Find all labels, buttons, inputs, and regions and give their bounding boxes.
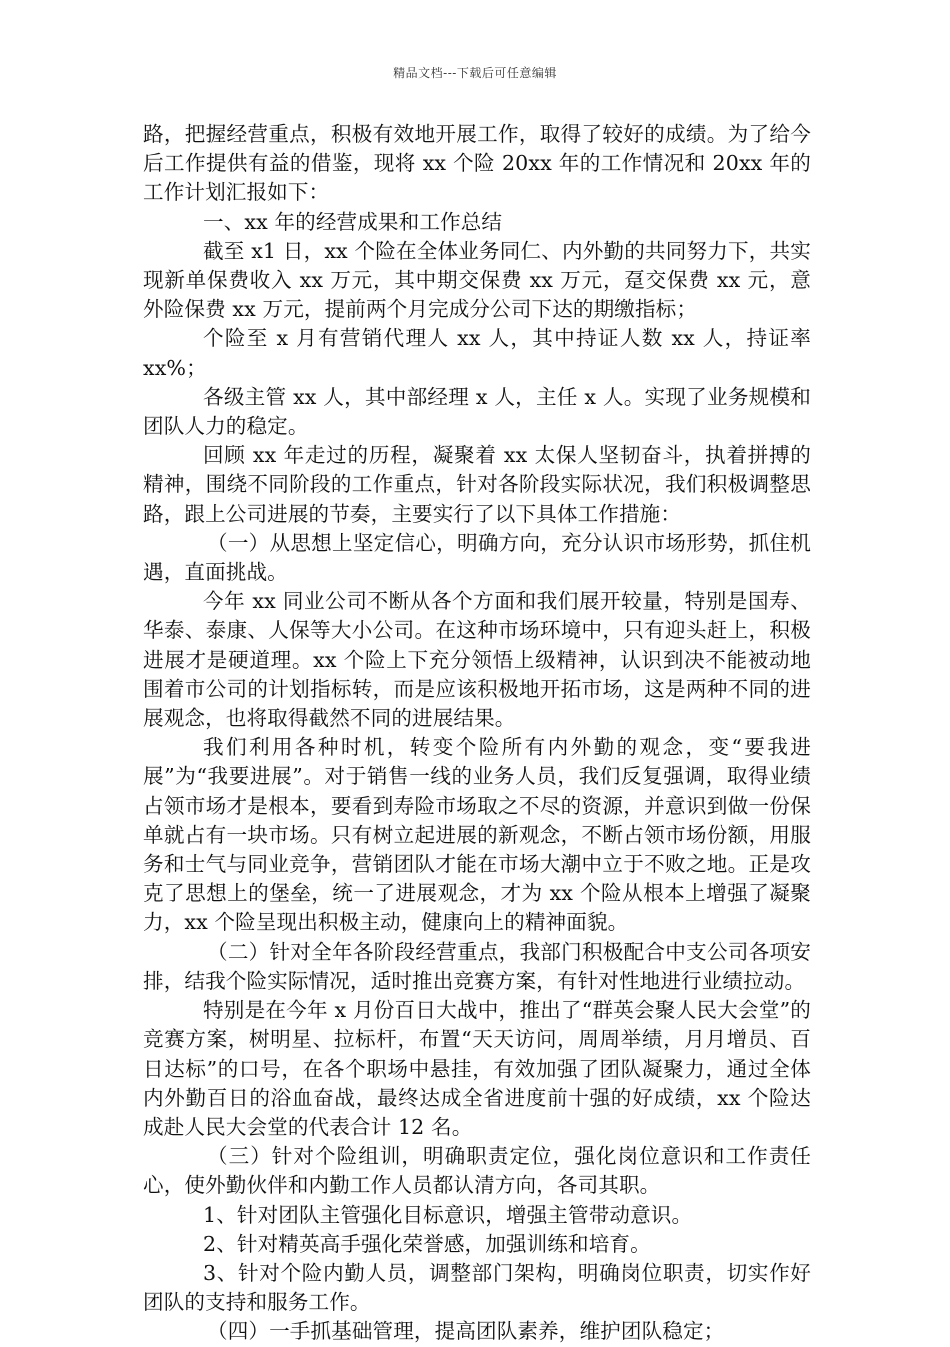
paragraph: 特别是在今年 x 月份百日大战中，推出了“群英会聚人民大会堂”的竞赛方案，树明星、拉标杆，布置“天天访问，周周举绩，月月增员、百日达标”的口号，在各个职场中悬挂，有效加强了团队凝聚力，通过全体内外勤百日的浴血奋战，最终达成全省进度前十强的好成绩，xx 个险达成赴人民大会堂的代表合计 12 名。	[143, 998, 811, 1139]
paragraph: 各级主管 xx 人，其中部经理 x 人，主任 x 人。实现了业务规模和团队人力的稳定。	[143, 384, 811, 439]
paragraph: 截至 x1 日，xx 个险在全体业务同仁、内外勤的共同努力下，共实现新单保费收入 xx 万元，其中期交保费 xx 万元，趸交保费 xx 元，意外险保费 xx 万元，提前两个月完成分公司下达的期缴指标；	[143, 238, 811, 322]
paragraph: 个险至 x 月有营销代理人 xx 人，其中持证人数 xx 人，持证率 xx%；	[143, 326, 811, 380]
subsection-heading: （一）从思想上坚定信心，明确方向，充分认识市场形势，抓住机遇，直面挑战。	[143, 530, 811, 585]
section-heading: 一、xx 年的经营成果和工作总结	[203, 209, 503, 234]
list-item: 2、针对精英高手强化荣誉感，加强训练和培育。	[203, 1231, 651, 1256]
paragraph: 路，把握经营重点，积极有效地开展工作，取得了较好的成绩。为了给今后工作提供有益的借鉴，现将 xx 个险 20xx 年的工作情况和 20xx 年的工作计划汇报如下：	[143, 122, 811, 205]
subsection-heading: （四）一手抓基础管理，提高团队素养，维护团队稳定；	[207, 1319, 725, 1344]
list-item: 1、针对团队主管强化目标意识，增强主管带动意识。	[203, 1202, 693, 1227]
page-header: 精品文档---下载后可任意编辑	[393, 66, 557, 80]
subsection-heading: （二）针对全年各阶段经营重点，我部门积极配合中支公司各项安排，结我个险实际情况，适时推出竞赛方案，有针对性地进行业绩拉动。	[143, 939, 811, 993]
list-item: 3、针对个险内勤人员，调整部门架构，明确岗位职责，切实作好团队的支持和服务工作。	[143, 1260, 811, 1315]
paragraph: 我们利用各种时机，转变个险所有内外勤的观念，变“要我进展”为“我要进展”。对于销售一线的业务人员，我们反复强调，取得业绩占领市场才是根本，要看到寿险市场取之不尽的资源，并意识到做一份保单就占有一块市场。只有树立起进展的新观念，不断占领市场份额，用服务和士气与同业竞争，营销团队才能在市场大潮中立于不败之地。正是攻克了思想上的堡垒，统一了进展观念，才为 xx 个险从根本上增强了凝聚力，xx 个险呈现出积极主动，健康向上的精神面貌。	[143, 735, 811, 935]
paragraph: 回顾 xx 年走过的历程，凝聚着 xx 太保人坚韧奋斗，执着拼搏的精神，围绕不同阶段的工作重点，针对各阶段实际状况，我们积极调整思路，跟上公司进展的节奏，主要实行了以下具体工作措施：	[143, 443, 811, 526]
paragraph: 今年 xx 同业公司不断从各个方面和我们展开较量，特别是国寿、华泰、泰康、人保等大小公司。在这种市场环境中，只有迎头赶上，积极进展才是硬道理。xx 个险上下充分领悟上级精神，认识到决不能被动地围着市公司的计划指标转，而是应该积极地开拓市场，这是两种不同的进展观念，也将取得截然不同的进展结果。	[143, 589, 811, 731]
document-body	[143, 120, 811, 1347]
subsection-heading: （三）针对个险组训，明确职责定位，强化岗位意识和工作责任心，使外勤伙伴和内勤工作人员都认清方向，各司其职。	[143, 1144, 811, 1198]
